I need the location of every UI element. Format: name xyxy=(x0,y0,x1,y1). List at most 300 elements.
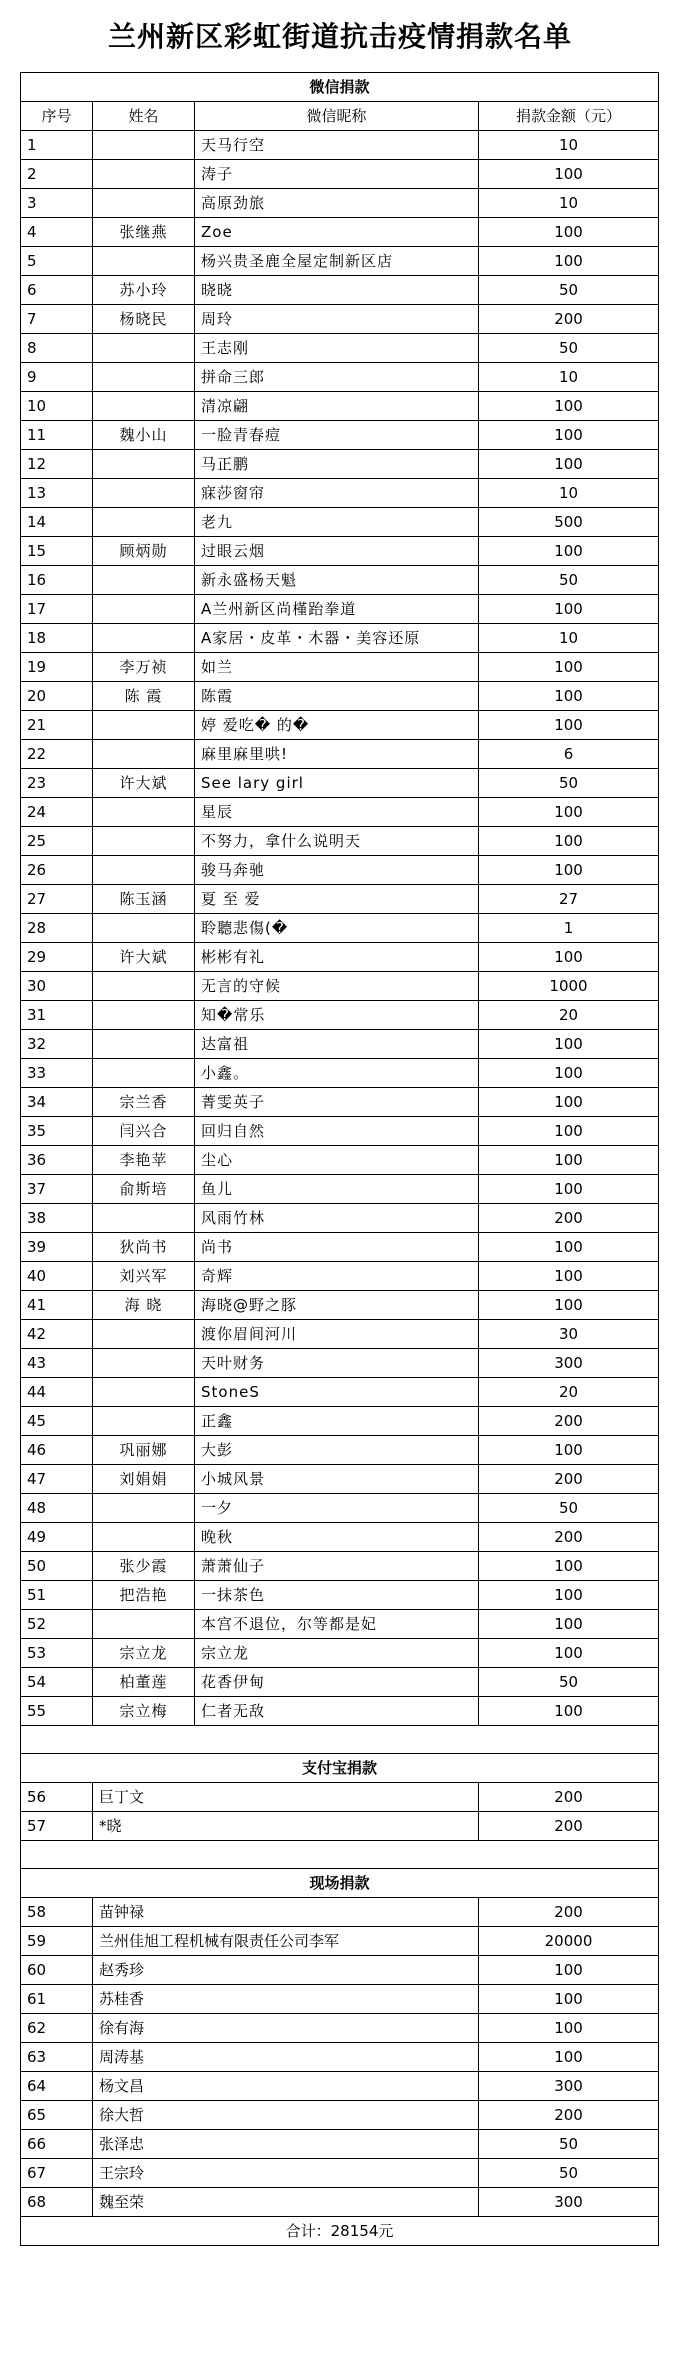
wechat-donation-row xyxy=(21,305,659,334)
row-number: 39 xyxy=(21,1233,93,1262)
wechat-donation-row xyxy=(21,1668,659,1697)
donor-name xyxy=(93,1523,195,1552)
donor-name xyxy=(93,160,195,189)
donor-name: 俞斯培 xyxy=(93,1175,195,1204)
wechat-donation-row xyxy=(21,595,659,624)
donor-name: 杨晓民 xyxy=(93,305,195,334)
section-gap xyxy=(21,1726,659,1754)
donor-name: 徐大哲 xyxy=(93,2101,479,2130)
row-number: 16 xyxy=(21,566,93,595)
donor-name: 狄尚书 xyxy=(93,1233,195,1262)
wechat-nickname: 小城风景 xyxy=(195,1465,479,1494)
donor-name: 王宗玲 xyxy=(93,2159,479,2188)
donation-amount: 500 xyxy=(479,508,659,537)
donation-amount: 100 xyxy=(479,827,659,856)
donation-amount: 100 xyxy=(479,856,659,885)
donor-name: 宗立龙 xyxy=(93,1639,195,1668)
row-number: 48 xyxy=(21,1494,93,1523)
wechat-donation-row xyxy=(21,247,659,276)
donor-name xyxy=(93,827,195,856)
row-number: 29 xyxy=(21,943,93,972)
donor-name: 许大斌 xyxy=(93,943,195,972)
wechat-donation-row xyxy=(21,1175,659,1204)
donation-amount: 100 xyxy=(479,160,659,189)
wechat-nickname: 清凉翩 xyxy=(195,392,479,421)
row-number: 64 xyxy=(21,2072,93,2101)
onsite-donation-row xyxy=(21,2014,659,2043)
wechat-donation-row xyxy=(21,160,659,189)
wechat-nickname: 聆聽悲傷(� xyxy=(195,914,479,943)
donation-amount: 6 xyxy=(479,740,659,769)
donation-amount: 100 xyxy=(479,1985,659,2014)
row-number: 41 xyxy=(21,1291,93,1320)
wechat-nickname: 老九 xyxy=(195,508,479,537)
donation-amount: 20 xyxy=(479,1378,659,1407)
wechat-nickname: 达富祖 xyxy=(195,1030,479,1059)
wechat-donation-row xyxy=(21,1320,659,1349)
wechat-nickname: 拼命三郎 xyxy=(195,363,479,392)
row-number: 62 xyxy=(21,2014,93,2043)
wechat-donation-row xyxy=(21,392,659,421)
row-number: 15 xyxy=(21,537,93,566)
wechat-donation-row xyxy=(21,1639,659,1668)
donor-name: 李艳苹 xyxy=(93,1146,195,1175)
row-number: 17 xyxy=(21,595,93,624)
wechat-nickname: Zoe xyxy=(195,218,479,247)
wechat-donation-row xyxy=(21,1465,659,1494)
donation-amount: 50 xyxy=(479,276,659,305)
row-number: 59 xyxy=(21,1927,93,1956)
donation-amount: 100 xyxy=(479,1146,659,1175)
wechat-donation-row xyxy=(21,1349,659,1378)
donation-amount: 10 xyxy=(479,131,659,160)
wechat-donation-row xyxy=(21,1233,659,1262)
onsite-donation-row xyxy=(21,1985,659,2014)
row-number: 27 xyxy=(21,885,93,914)
wechat-donation-row xyxy=(21,1291,659,1320)
row-number: 5 xyxy=(21,247,93,276)
donation-amount: 100 xyxy=(479,247,659,276)
donor-name xyxy=(93,392,195,421)
wechat-donation-row xyxy=(21,450,659,479)
wechat-nickname: 夏 至 爱 xyxy=(195,885,479,914)
wechat-nickname: 周玲 xyxy=(195,305,479,334)
row-number: 21 xyxy=(21,711,93,740)
row-number: 24 xyxy=(21,798,93,827)
donation-amount: 100 xyxy=(479,1262,659,1291)
wechat-donation-row xyxy=(21,682,659,711)
total-label: 合计：28154元 xyxy=(21,2217,659,2246)
row-number: 11 xyxy=(21,421,93,450)
wechat-donation-row xyxy=(21,537,659,566)
wechat-nickname: 婷 爱吃� 的� xyxy=(195,711,479,740)
row-number: 52 xyxy=(21,1610,93,1639)
wechat-nickname: 萧萧仙子 xyxy=(195,1552,479,1581)
wechat-donation-row xyxy=(21,1581,659,1610)
wechat-nickname: 菁雯英子 xyxy=(195,1088,479,1117)
wechat-donation-row xyxy=(21,798,659,827)
donor-name: 宗立梅 xyxy=(93,1697,195,1726)
wechat-donation-row xyxy=(21,1088,659,1117)
wechat-nickname: See lary girl xyxy=(195,769,479,798)
wechat-donation-row xyxy=(21,334,659,363)
wechat-nickname: 不努力，拿什么说明天 xyxy=(195,827,479,856)
row-number: 51 xyxy=(21,1581,93,1610)
donation-amount: 200 xyxy=(479,1523,659,1552)
wechat-nickname: 陈霞 xyxy=(195,682,479,711)
donation-amount: 200 xyxy=(479,1407,659,1436)
onsite-donation-row xyxy=(21,2130,659,2159)
donor-name xyxy=(93,131,195,160)
donation-amount: 200 xyxy=(479,1812,659,1841)
wechat-donation-row xyxy=(21,740,659,769)
wechat-donation-row xyxy=(21,1146,659,1175)
wechat-nickname: 一脸青春痘 xyxy=(195,421,479,450)
donor-name: 闫兴合 xyxy=(93,1117,195,1146)
donation-amount: 10 xyxy=(479,479,659,508)
wechat-nickname: A兰州新区尚槿跆拳道 xyxy=(195,595,479,624)
donor-name: 宗兰香 xyxy=(93,1088,195,1117)
row-number: 26 xyxy=(21,856,93,885)
row-number: 9 xyxy=(21,363,93,392)
donor-name xyxy=(93,856,195,885)
row-number: 2 xyxy=(21,160,93,189)
row-number: 28 xyxy=(21,914,93,943)
wechat-nickname: 晚秋 xyxy=(195,1523,479,1552)
donor-name xyxy=(93,1320,195,1349)
wechat-nickname: 回归自然 xyxy=(195,1117,479,1146)
donation-amount: 200 xyxy=(479,305,659,334)
wechat-nickname: 杨兴贵圣鹿全屋定制新区店 xyxy=(195,247,479,276)
wechat-nickname: 鱼儿 xyxy=(195,1175,479,1204)
donation-amount: 50 xyxy=(479,1494,659,1523)
donor-name: 周涛基 xyxy=(93,2043,479,2072)
wechat-nickname: 尘心 xyxy=(195,1146,479,1175)
row-number: 34 xyxy=(21,1088,93,1117)
donation-amount: 200 xyxy=(479,1204,659,1233)
row-number: 19 xyxy=(21,653,93,682)
row-number: 37 xyxy=(21,1175,93,1204)
row-number: 31 xyxy=(21,1001,93,1030)
row-number: 38 xyxy=(21,1204,93,1233)
wechat-nickname: 知�常乐 xyxy=(195,1001,479,1030)
onsite-section-label: 现场捐款 xyxy=(21,1869,659,1898)
donation-amount: 200 xyxy=(479,2101,659,2130)
onsite-donation-row xyxy=(21,1927,659,1956)
onsite-section-header xyxy=(21,1869,659,1898)
row-number: 33 xyxy=(21,1059,93,1088)
donor-name xyxy=(93,189,195,218)
wechat-donation-row xyxy=(21,914,659,943)
donation-amount: 50 xyxy=(479,769,659,798)
donation-amount: 100 xyxy=(479,653,659,682)
donation-amount: 10 xyxy=(479,624,659,653)
donation-table-body xyxy=(21,73,659,2246)
donation-amount: 10 xyxy=(479,189,659,218)
wechat-nickname: 天叶财务 xyxy=(195,1349,479,1378)
wechat-donation-row xyxy=(21,1436,659,1465)
row-number: 58 xyxy=(21,1898,93,1927)
wechat-donation-row xyxy=(21,508,659,537)
donation-amount: 100 xyxy=(479,595,659,624)
donor-name: 杨文昌 xyxy=(93,2072,479,2101)
donation-amount: 100 xyxy=(479,1697,659,1726)
donor-name: 陈玉涵 xyxy=(93,885,195,914)
donation-amount: 100 xyxy=(479,1175,659,1204)
donation-amount: 100 xyxy=(479,537,659,566)
donor-name xyxy=(93,972,195,1001)
onsite-donation-row xyxy=(21,1956,659,1985)
donor-name: 魏至荣 xyxy=(93,2188,479,2217)
row-number: 53 xyxy=(21,1639,93,1668)
section-gap xyxy=(21,1841,659,1869)
wechat-nickname: 正鑫 xyxy=(195,1407,479,1436)
row-number: 20 xyxy=(21,682,93,711)
page-title: 兰州新区彩虹街道抗击疫情捐款名单 xyxy=(107,20,572,53)
row-number: 14 xyxy=(21,508,93,537)
alipay-donation-row xyxy=(21,1783,659,1812)
wechat-nickname: 过眼云烟 xyxy=(195,537,479,566)
row-number: 42 xyxy=(21,1320,93,1349)
donation-amount: 200 xyxy=(479,1898,659,1927)
row-number: 1 xyxy=(21,131,93,160)
donor-name: 魏小山 xyxy=(93,421,195,450)
donor-name: 海 晓 xyxy=(93,1291,195,1320)
row-number: 23 xyxy=(21,769,93,798)
row-number: 44 xyxy=(21,1378,93,1407)
wechat-nickname: 花香伊甸 xyxy=(195,1668,479,1697)
wechat-nickname: 宗立龙 xyxy=(195,1639,479,1668)
wechat-donation-row xyxy=(21,943,659,972)
donor-name xyxy=(93,1610,195,1639)
row-number: 56 xyxy=(21,1783,93,1812)
wechat-donation-row xyxy=(21,421,659,450)
wechat-nickname: 奇辉 xyxy=(195,1262,479,1291)
wechat-nickname: 高原劲旅 xyxy=(195,189,479,218)
wechat-nickname: 星辰 xyxy=(195,798,479,827)
donation-amount: 100 xyxy=(479,1581,659,1610)
onsite-donation-row xyxy=(21,2043,659,2072)
row-number: 65 xyxy=(21,2101,93,2130)
row-number: 13 xyxy=(21,479,93,508)
onsite-donation-row xyxy=(21,2188,659,2217)
wechat-donation-row xyxy=(21,972,659,1001)
wechat-nickname: 如兰 xyxy=(195,653,479,682)
wechat-nickname: 尚书 xyxy=(195,1233,479,1262)
donor-name: 巩丽娜 xyxy=(93,1436,195,1465)
wechat-donation-row xyxy=(21,1697,659,1726)
wechat-donation-row xyxy=(21,1552,659,1581)
wechat-nickname: 马正鹏 xyxy=(195,450,479,479)
donor-name xyxy=(93,798,195,827)
donor-name xyxy=(93,363,195,392)
row-number: 54 xyxy=(21,1668,93,1697)
donor-name: 许大斌 xyxy=(93,769,195,798)
donation-amount: 100 xyxy=(479,1291,659,1320)
row-number: 10 xyxy=(21,392,93,421)
donation-amount: 50 xyxy=(479,2159,659,2188)
wechat-donation-row xyxy=(21,827,659,856)
wechat-donation-row xyxy=(21,1204,659,1233)
donor-name xyxy=(93,247,195,276)
onsite-donation-row xyxy=(21,2101,659,2130)
row-number: 30 xyxy=(21,972,93,1001)
donation-amount: 200 xyxy=(479,1465,659,1494)
wechat-nickname: 新永盛杨天魁 xyxy=(195,566,479,595)
donor-name: 陈 霞 xyxy=(93,682,195,711)
wechat-nickname: 一抹茶色 xyxy=(195,1581,479,1610)
wechat-nickname: 渡你眉间河川 xyxy=(195,1320,479,1349)
donation-amount: 100 xyxy=(479,711,659,740)
donor-name: 刘兴军 xyxy=(93,1262,195,1291)
wechat-nickname: 风雨竹林 xyxy=(195,1204,479,1233)
donor-name xyxy=(93,450,195,479)
donor-name: 张少霞 xyxy=(93,1552,195,1581)
onsite-donation-row xyxy=(21,2072,659,2101)
donation-amount: 300 xyxy=(479,2188,659,2217)
donor-name xyxy=(93,508,195,537)
wechat-donation-row xyxy=(21,218,659,247)
donor-name xyxy=(93,479,195,508)
donation-amount: 10 xyxy=(479,363,659,392)
wechat-donation-row xyxy=(21,1001,659,1030)
row-number: 6 xyxy=(21,276,93,305)
row-number: 63 xyxy=(21,2043,93,2072)
wechat-section-header xyxy=(21,73,659,102)
header-nickname: 微信昵称 xyxy=(195,102,479,131)
wechat-nickname: 仁者无敌 xyxy=(195,1697,479,1726)
wechat-donation-row xyxy=(21,1523,659,1552)
donation-amount: 100 xyxy=(479,1059,659,1088)
wechat-donation-row xyxy=(21,1059,659,1088)
donor-name xyxy=(93,1407,195,1436)
donor-name xyxy=(93,711,195,740)
row-number: 40 xyxy=(21,1262,93,1291)
donor-name: 兰州佳旭工程机械有限责任公司李军 xyxy=(93,1927,479,1956)
wechat-nickname: 麻里麻里哄! xyxy=(195,740,479,769)
row-number: 49 xyxy=(21,1523,93,1552)
donation-amount: 50 xyxy=(479,334,659,363)
donor-name xyxy=(93,1001,195,1030)
donation-amount: 100 xyxy=(479,1030,659,1059)
donor-name xyxy=(93,1030,195,1059)
donation-amount: 100 xyxy=(479,2043,659,2072)
wechat-nickname: 晓晓 xyxy=(195,276,479,305)
donor-name xyxy=(93,740,195,769)
wechat-nickname: 小鑫。 xyxy=(195,1059,479,1088)
donor-name: 徐有海 xyxy=(93,2014,479,2043)
wechat-nickname: A家居・皮革・木器・美容还原 xyxy=(195,624,479,653)
alipay-section-header xyxy=(21,1754,659,1783)
row-number: 66 xyxy=(21,2130,93,2159)
wechat-donation-row xyxy=(21,711,659,740)
wechat-donation-row xyxy=(21,189,659,218)
wechat-nickname: 一夕 xyxy=(195,1494,479,1523)
donor-name: 刘娟娟 xyxy=(93,1465,195,1494)
donor-name xyxy=(93,566,195,595)
wechat-donation-row xyxy=(21,856,659,885)
donation-amount: 30 xyxy=(479,1320,659,1349)
onsite-donation-row xyxy=(21,1898,659,1927)
donation-amount: 100 xyxy=(479,1436,659,1465)
row-number: 12 xyxy=(21,450,93,479)
donation-amount: 50 xyxy=(479,2130,659,2159)
donation-amount: 1 xyxy=(479,914,659,943)
header-name: 姓名 xyxy=(93,102,195,131)
donation-amount: 100 xyxy=(479,1639,659,1668)
wechat-nickname: 涛子 xyxy=(195,160,479,189)
row-number: 68 xyxy=(21,2188,93,2217)
header-amount: 捐款金额（元） xyxy=(479,102,659,131)
donation-amount: 20 xyxy=(479,1001,659,1030)
row-number: 8 xyxy=(21,334,93,363)
wechat-nickname: 大彭 xyxy=(195,1436,479,1465)
wechat-donation-row xyxy=(21,1407,659,1436)
row-number: 45 xyxy=(21,1407,93,1436)
wechat-donation-row xyxy=(21,885,659,914)
header-no: 序号 xyxy=(21,102,93,131)
donation-amount: 100 xyxy=(479,218,659,247)
total-row xyxy=(21,2217,659,2246)
wechat-nickname: 王志刚 xyxy=(195,334,479,363)
donor-name: 苗钟禄 xyxy=(93,1898,479,1927)
donor-name xyxy=(93,624,195,653)
donor-name xyxy=(93,1349,195,1378)
row-number: 50 xyxy=(21,1552,93,1581)
donation-amount: 100 xyxy=(479,1956,659,1985)
wechat-donation-row xyxy=(21,131,659,160)
row-number: 35 xyxy=(21,1117,93,1146)
wechat-donation-row xyxy=(21,769,659,798)
wechat-donation-row xyxy=(21,479,659,508)
donation-amount: 200 xyxy=(479,1783,659,1812)
wechat-donation-row xyxy=(21,1262,659,1291)
donor-name: 李万祯 xyxy=(93,653,195,682)
onsite-donation-row xyxy=(21,2159,659,2188)
donation-amount: 100 xyxy=(479,421,659,450)
row-number: 46 xyxy=(21,1436,93,1465)
wechat-nickname: StoneS xyxy=(195,1378,479,1407)
wechat-donation-row xyxy=(21,276,659,305)
donation-amount: 1000 xyxy=(479,972,659,1001)
wechat-section-label: 微信捐款 xyxy=(21,73,659,102)
row-number: 4 xyxy=(21,218,93,247)
wechat-nickname: 无言的守候 xyxy=(195,972,479,1001)
donation-amount: 27 xyxy=(479,885,659,914)
alipay-section-label: 支付宝捐款 xyxy=(21,1754,659,1783)
donor-name: 苏小玲 xyxy=(93,276,195,305)
donation-amount: 100 xyxy=(479,2014,659,2043)
donor-name: 张泽忠 xyxy=(93,2130,479,2159)
donation-amount: 50 xyxy=(479,1668,659,1697)
row-number: 18 xyxy=(21,624,93,653)
donation-amount: 20000 xyxy=(479,1927,659,1956)
row-number: 60 xyxy=(21,1956,93,1985)
donor-name xyxy=(93,1494,195,1523)
donation-amount: 100 xyxy=(479,392,659,421)
donor-name: 巨丁文 xyxy=(93,1783,479,1812)
wechat-donation-row xyxy=(21,363,659,392)
donation-amount: 100 xyxy=(479,1610,659,1639)
wechat-donation-row xyxy=(21,1610,659,1639)
donor-name: 顾炳勋 xyxy=(93,537,195,566)
donor-name: 赵秀珍 xyxy=(93,1956,479,1985)
row-number: 57 xyxy=(21,1812,93,1841)
donor-name xyxy=(93,1059,195,1088)
donor-name xyxy=(93,914,195,943)
row-number: 55 xyxy=(21,1697,93,1726)
row-number: 36 xyxy=(21,1146,93,1175)
